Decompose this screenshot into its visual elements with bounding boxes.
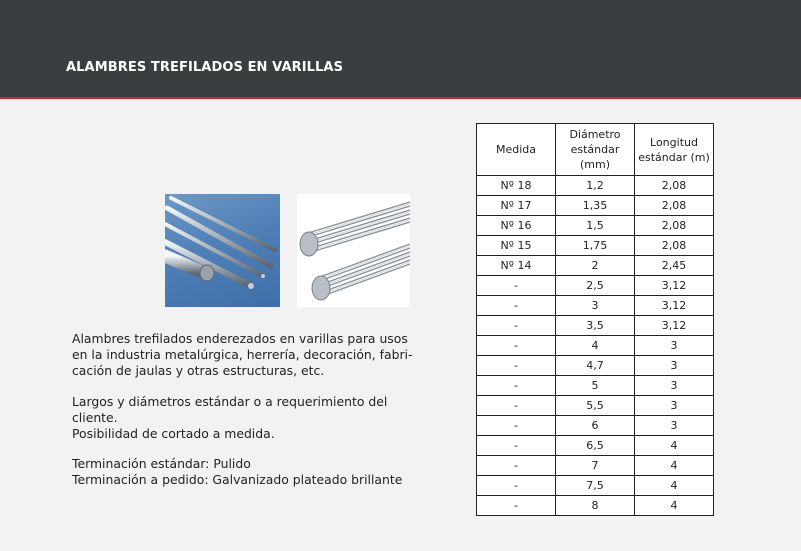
table-row <box>477 296 714 316</box>
table-cell: 2,5 <box>556 276 635 296</box>
table-cell: 3 <box>635 336 714 356</box>
table-cell: 5 <box>556 376 635 396</box>
table-cell: 2 <box>556 256 635 276</box>
table-cell: - <box>477 276 556 296</box>
table-body <box>477 176 714 516</box>
table-cell: - <box>477 336 556 356</box>
table-cell: 2,08 <box>635 216 714 236</box>
steel-rods-blue-background-photo <box>165 194 280 307</box>
table-cell: 5,5 <box>556 396 635 416</box>
table-row <box>477 416 714 436</box>
table-row <box>477 496 714 516</box>
table-cell: 1,2 <box>556 176 635 196</box>
table-cell: - <box>477 436 556 456</box>
table-cell: 3 <box>635 356 714 376</box>
table-cell: 6 <box>556 416 635 436</box>
table-cell: - <box>477 456 556 476</box>
table-cell: 4 <box>635 456 714 476</box>
table-row <box>477 376 714 396</box>
column-header-medida: Medida <box>477 124 556 176</box>
table-cell: 4 <box>635 436 714 456</box>
column-header-longitud: Longitud estándar (m) <box>635 124 714 176</box>
table-cell: 4,7 <box>556 356 635 376</box>
table-row <box>477 236 714 256</box>
table-row <box>477 256 714 276</box>
table-cell: 3 <box>635 376 714 396</box>
page-header <box>0 0 801 97</box>
table-cell: 8 <box>556 496 635 516</box>
table-cell: 3,12 <box>635 276 714 296</box>
table-cell: 3 <box>635 416 714 436</box>
table-row <box>477 276 714 296</box>
table-cell: - <box>477 416 556 436</box>
table-cell: 4 <box>635 476 714 496</box>
table-cell: - <box>477 476 556 496</box>
table-cell: - <box>477 316 556 336</box>
table-row <box>477 396 714 416</box>
table-cell: Nº 18 <box>477 176 556 196</box>
table-cell: Nº 14 <box>477 256 556 276</box>
table-cell: 3 <box>635 396 714 416</box>
table-cell: 3,12 <box>635 296 714 316</box>
table-header-row <box>477 124 714 176</box>
table-cell: 7 <box>556 456 635 476</box>
table-row <box>477 456 714 476</box>
table-row <box>477 476 714 496</box>
table-row <box>477 196 714 216</box>
table-cell: 6,5 <box>556 436 635 456</box>
table-cell: 4 <box>635 496 714 516</box>
column-header-diametro: Diámetro estándar (mm) <box>556 124 635 176</box>
table-cell: 3,12 <box>635 316 714 336</box>
table-row <box>477 216 714 236</box>
table-cell: 1,35 <box>556 196 635 216</box>
table-cell: - <box>477 296 556 316</box>
wire-rod-bundles-photo <box>297 194 410 307</box>
page-title: ALAMBRES TREFILADOS EN VARILLAS <box>66 60 344 75</box>
table-row <box>477 356 714 376</box>
table-cell: 2,45 <box>635 256 714 276</box>
table-row <box>477 336 714 356</box>
table-cell: 2,08 <box>635 236 714 256</box>
description-dimensions: Largos y diámetros estándar o a requerimiento del cliente. Posibilidad de cortado a medida. <box>72 394 388 441</box>
specifications-table <box>476 123 714 516</box>
header-accent-line <box>0 97 801 99</box>
table-cell: 2,08 <box>635 196 714 216</box>
table-row <box>477 316 714 336</box>
table-row <box>477 436 714 456</box>
table-cell: 3,5 <box>556 316 635 336</box>
table-cell: 1,5 <box>556 216 635 236</box>
table-cell: - <box>477 496 556 516</box>
table-cell: - <box>477 396 556 416</box>
description-usage: Alambres trefilados enderezados en varillas para usos en la industria metalúrgica, herrería, decoración, fabri-cación de jaulas y otras estructuras, etc. <box>72 331 413 378</box>
table-cell: Nº 15 <box>477 236 556 256</box>
table-cell: Nº 17 <box>477 196 556 216</box>
table-cell: - <box>477 356 556 376</box>
table-cell: 4 <box>556 336 635 356</box>
table-cell: - <box>477 376 556 396</box>
description-finish: Terminación estándar: Pulido Terminación a pedido: Galvanizado plateado brillante <box>72 456 403 487</box>
table-cell: 3 <box>556 296 635 316</box>
table-cell: 2,08 <box>635 176 714 196</box>
table-cell: Nº 16 <box>477 216 556 236</box>
table-cell: 7,5 <box>556 476 635 496</box>
table-row <box>477 176 714 196</box>
table-cell: 1,75 <box>556 236 635 256</box>
